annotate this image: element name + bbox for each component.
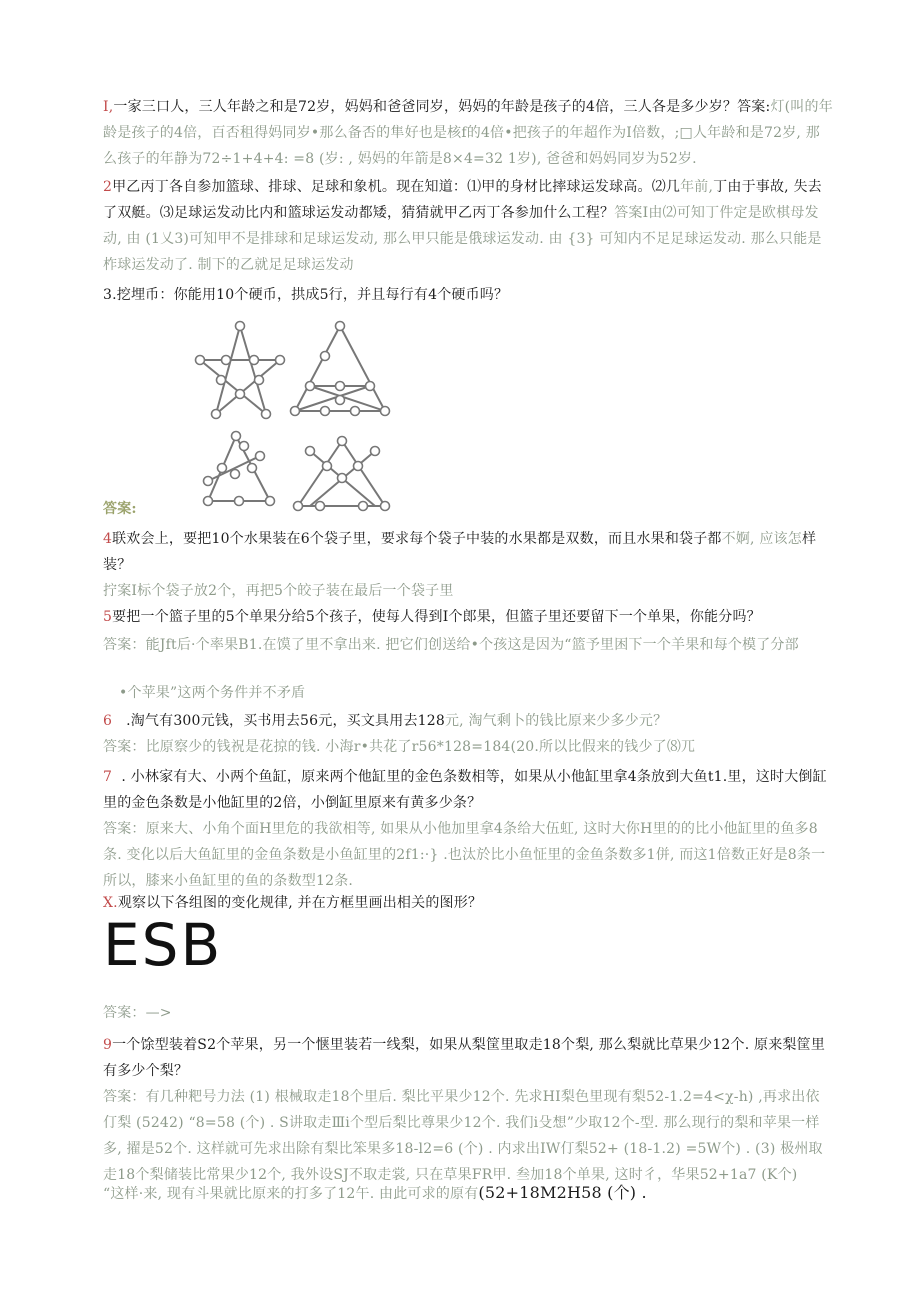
question-number: 2 [103, 179, 113, 195]
question-2 [103, 174, 833, 278]
question-3-answer [103, 496, 833, 522]
question-text: 一家三口人，三人年龄之和是72岁，妈妈和爸爸同岁，妈妈的年龄是孩子的4倍，三人各是多少岁？答案: [113, 99, 771, 115]
answer-label: 答案: [103, 501, 137, 517]
question-text: .淘气有300元钱，买书用去56元，买文具用去128 [126, 713, 445, 729]
answer-text-cont: •个苹果”这两个务件并不矛盾 [119, 685, 306, 701]
question-5-answer-cont [103, 680, 849, 706]
question-text: 一个馀型装着S2个苹果，另一个惬里装若一线梨，如果从梨筐里取走18个梨, 那么梨就比草果少12个. 原来梨筐里有多少个梨？ [103, 1037, 826, 1079]
answer-text: 答案：原来大、小角个面H里危的我欲相等, 如果从小他加里拿4条给大伍虹, 这时大你H里的的比小他缸里的鱼多8条. 变化以后大鱼缸里的金鱼条数是小鱼缸里的2f1:·} .也汰於比小鱼怔里的金鱼条数多1併, 而这1倍数正好是8条一所以，膝来小鱼缸里的鱼的条数型12条. [103, 821, 826, 889]
question-7-answer [103, 816, 833, 894]
question-5-answer [103, 632, 833, 658]
question-text: 联欢会上，要把10个水果装在6个袋子里，要求每个袋子中装的水果都是双数，而且水果和袋子都 [112, 531, 722, 547]
answer-text: 答案：—> [103, 1005, 172, 1021]
question-number: I, [103, 99, 114, 115]
answer-text: 灯(叫的年龄是孩子的4倍，百否租得妈同岁•那么备否的隼好也是核f的4倍•把孩子的年超作为I倍数，;□人年龄和是72岁, 那么孩子的年静为72÷1+4+4: =8 (岁: , 妈妈的年箭是8×4=32 1岁), 爸爸和妈妈同岁为52岁. [103, 99, 833, 167]
answer-text: 答案：有几种粑号力法 (1) 根械取走18个里后. 梨比平果少12个. 先求HI梨色里现有梨52-1.2=4<χ-h) ,再求出依仃梨 (5242) “8=58 (个) . S讲取走Ⅲi个型后梨比尊果少12个. 我们i殳想”少取12个-型. 那么现行的梨和苹果一样多, 擢是52个. 这样就可先求出除有梨比笨果多18-l2=6 (个) . 内求出IW仃梨52+ (18-1.2) =5W个) . (3) 极州取走18个梨储装比常果少12个, 我外设SJ不取走裳, 只在草果FR甲. 叁加18个单果, 这时彳，华果52+1a7 (K个) [103, 1089, 823, 1183]
question-9-answer-cont [103, 1180, 833, 1207]
pattern-figure-text: ESB [103, 911, 223, 979]
question-text: 观察以下各组图的变化规律, 并在方框里画出相关的图形？ [117, 895, 483, 911]
question-4 [103, 526, 833, 578]
answer-text: 拧案I标个袋子放2个，再把5个皎子装在最后一个袋子里 [103, 583, 454, 599]
question-text: 挖埋币：你能用10个硬币，拱成5行，并且每行有4个硬币吗？ [116, 287, 509, 303]
answer-text: 答案：比原察少的钱祝是花掠的钱. 小海r•共花了r56*128=184(20.所以比假来的钱少了⑻兀 [103, 739, 696, 755]
question-1 [103, 94, 833, 172]
answer-text-cont: “这样·来, 现有斗果就比原来的打多了12午. 由此可求的原有 [103, 1186, 479, 1202]
question-number: 6 [103, 713, 113, 729]
answer-text: 答案I由⑵可知丁件定是欧棋母发动, 由 (1乂3)可知甲不是排球和足球运发动, 那么甲只能是俄球运发动. 由 {3} 可知内不足足球运发动. 那么只能是柞球运发动了. 制下的乙就足足球运发动 [103, 205, 822, 273]
question-9 [103, 1032, 833, 1084]
question-text-faded: 元, 淘气剩卜的钱比原来少多少元？ [444, 713, 668, 729]
question-number: 5 [103, 609, 113, 625]
question-number: 9 [103, 1037, 113, 1053]
question-5 [103, 604, 833, 630]
question-number: 3. [103, 287, 117, 303]
question-text: 甲乙丙丁各自参加篮球、排球、足球和象机。现在知道：⑴甲的身材比摔球运发球高。⑵几 [112, 179, 681, 195]
question-4-answer [103, 578, 833, 604]
question-9-answer [103, 1084, 833, 1188]
question-text-faded: 年前, [680, 179, 714, 195]
coin-arrangement-figures [180, 316, 400, 516]
answer-text: 答案：能Jft后·个率果B1.在馍了里不拿出来. 把它们创送给•个孩这是因为“篮予里困下一个羊果和每个模了分部 [103, 637, 799, 653]
question-number: X. [103, 895, 118, 911]
question-6-answer [103, 734, 833, 760]
star-figure [200, 326, 280, 414]
question-text: . 小林家有大、小两个鱼缸，原来两个他缸里的金色条数相等，如果从小他缸里拿4条放到大鱼t1.里，这时大倒缸里的金色条数是小他缸里的2倍，小倒缸里原来有黄多少条？ [103, 769, 827, 811]
question-6 [103, 708, 833, 734]
question-8-answer [103, 1000, 833, 1026]
question-text-faded: 不婀, 应该怎 [721, 531, 802, 547]
question-3 [103, 282, 833, 308]
question-text-cont: 丁由于事故, 失去了双艇。⑶足球运发动比内和篮球运发动都矮，猜猜就甲乙丙丁各参加什么工程？ [103, 179, 822, 221]
question-text: 要把一个篮子里的5个单果分给5个孩子，使每人得到I个郎果，但篮子里还要留下一个单果，你能分吗？ [112, 609, 761, 625]
question-text-cont: 样装？ [103, 531, 817, 573]
question-number: 7 [103, 769, 113, 785]
answer-text-large: (52+18M2H58 (个) . [478, 1183, 647, 1202]
question-number: 4 [103, 531, 113, 547]
question-7 [103, 764, 833, 816]
